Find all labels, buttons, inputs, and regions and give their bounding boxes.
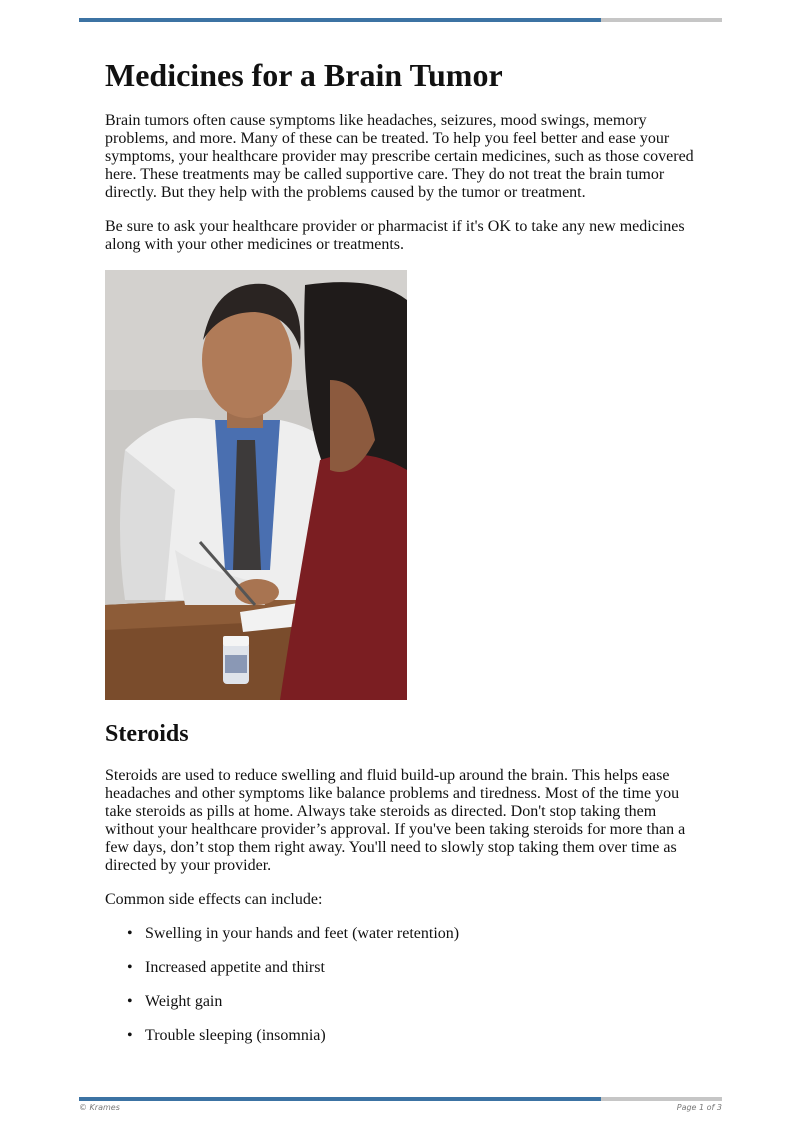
footer-page-number: Page 1 of 3 — [676, 1103, 722, 1112]
intro-paragraph-1: Brain tumors often cause symptoms like headaches, seizures, mood swings, memory problems, and more. Many of these can be treated. To help you feel better and ease your symptoms, your healthcare provider may prescribe certain medicines, such as those covered here. These treatments may be called supportive care. They do not treat the brain tumor directly. But they help with the problems caused by the tumor or treatment. — [105, 112, 694, 202]
page-title: Medicines for a Brain Tumor — [105, 57, 503, 93]
intro-paragraph-2: Be sure to ask your healthcare provider or pharmacist if it's OK to take any new medicines along with your other medicines or treatments. — [105, 218, 685, 254]
bullet-icon: • — [127, 959, 133, 977]
list-item — [127, 993, 695, 1011]
article — [105, 52, 695, 1061]
side-effects-intro: Common side effects can include: — [105, 891, 323, 909]
list-item — [127, 925, 695, 943]
list-item-text: Trouble sleeping (insomnia) — [145, 1027, 326, 1045]
bullet-icon: • — [127, 1027, 133, 1045]
section-heading-steroids: Steroids — [105, 721, 189, 748]
list-item — [127, 1027, 695, 1045]
side-effects-list — [105, 925, 695, 1045]
bullet-icon: • — [127, 925, 133, 943]
steroids-paragraph: Steroids are used to reduce swelling and fluid build-up around the brain. This helps ease headaches and other symptoms like balance problems and tiredness. Most of the time you take steroids as pills at home. Always take steroids as directed. Don't stop taking them without your healthcare provider’s approval. If you've been taking steroids for more than a few days, don’t stop them right away. You'll need to slowly stop taking them over time as directed by your provider. — [105, 767, 686, 875]
header-rule-accent — [79, 18, 601, 22]
footer-copyright: © Krames — [79, 1103, 120, 1112]
doctor-patient-photo — [105, 270, 407, 700]
list-item — [127, 959, 695, 977]
bullet-icon: • — [127, 993, 133, 1011]
list-item-text: Increased appetite and thirst — [145, 959, 325, 977]
list-item-text: Weight gain — [145, 993, 223, 1011]
footer-rule — [79, 1097, 722, 1101]
list-item-text: Swelling in your hands and feet (water retention) — [145, 925, 460, 943]
header-rule — [79, 18, 722, 22]
photo-illustration — [105, 270, 407, 700]
footer-rule-accent — [79, 1097, 601, 1101]
